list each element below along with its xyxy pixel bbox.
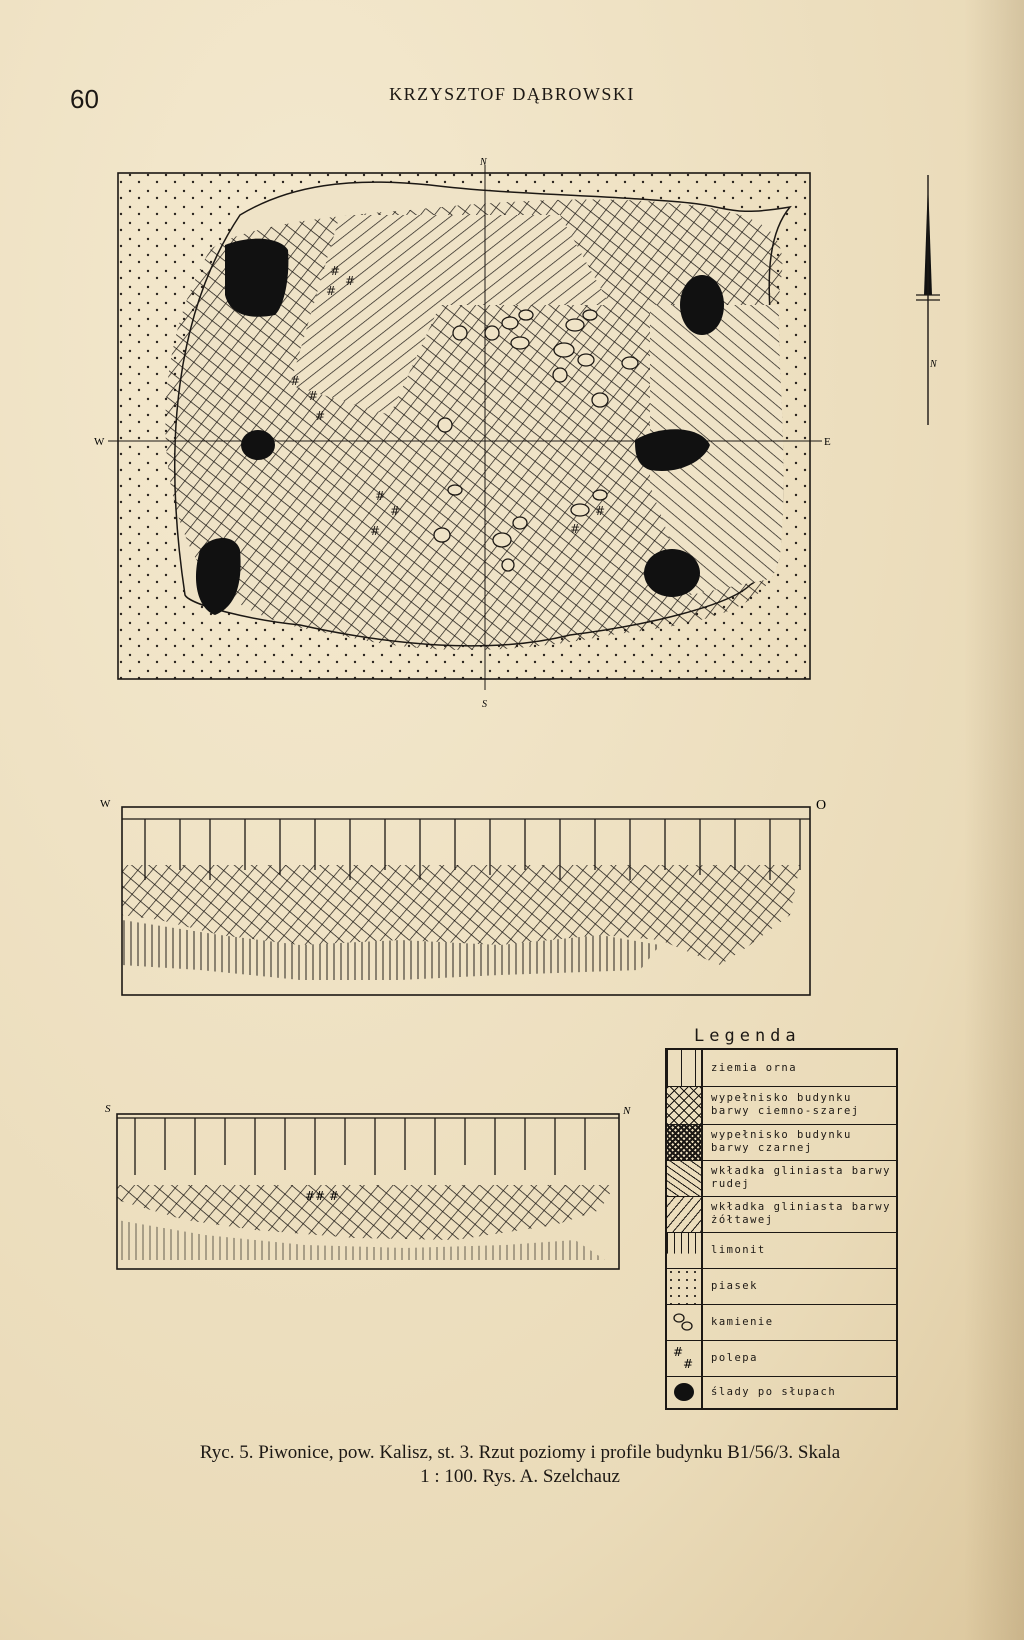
svg-text:#: # <box>370 524 381 538</box>
legend-swatch-hatch-down <box>667 1160 703 1196</box>
stones-icon <box>667 1304 703 1340</box>
black-blob-icon <box>667 1376 703 1408</box>
plan-figure <box>90 155 950 735</box>
svg-text:#: # <box>290 374 301 388</box>
svg-text:#: # <box>326 284 337 298</box>
legend-title: Legenda <box>694 1026 801 1046</box>
legend-label: kamienie <box>711 1315 774 1328</box>
page-number: 60 <box>70 84 99 114</box>
legend-item <box>667 1232 896 1269</box>
legend-item <box>667 1086 896 1125</box>
profile-we-left-label: W <box>100 798 111 810</box>
svg-text:#: # <box>330 264 341 278</box>
legend-label: piasek <box>711 1279 758 1292</box>
legend-label: wypełnisko budynku barwy czarnej <box>711 1129 852 1154</box>
svg-text:#: # <box>390 504 401 518</box>
legend-swatch-dots <box>667 1268 703 1304</box>
plan-south-label: S <box>482 699 487 710</box>
legend-item <box>667 1050 896 1087</box>
svg-text:#: # <box>375 489 386 503</box>
legend-swatch-crosshatch <box>667 1086 703 1124</box>
legend-item <box>667 1304 896 1341</box>
legend-item <box>667 1268 896 1305</box>
legend-item <box>667 1160 896 1197</box>
legend-swatch-ruled <box>667 1050 703 1086</box>
legend-label: limonit <box>711 1243 766 1256</box>
plan-east-label: E <box>824 436 831 448</box>
legend-swatch-dense-crosshatch <box>667 1124 703 1160</box>
legend-item <box>667 1376 896 1408</box>
svg-text:#: # <box>595 504 606 518</box>
north-arrow-icon <box>916 175 940 425</box>
svg-text:#: # <box>683 1357 694 1371</box>
legend-item <box>667 1340 896 1377</box>
svg-text:#: # <box>570 522 581 536</box>
legend-label: polepa <box>711 1351 758 1364</box>
legend-label: ziemia orna <box>711 1061 798 1074</box>
legend-swatch-hatch-up <box>667 1196 703 1232</box>
profile-sn-polepa-marks: ## # <box>305 1189 339 1203</box>
legend <box>665 1048 898 1410</box>
svg-text:#: # <box>308 389 319 403</box>
profile-w-o <box>100 795 830 1005</box>
legend-label: wypełnisko budynku barwy ciemno-szarej <box>711 1092 860 1117</box>
caption-line-2: 1 : 100. Rys. A. Szelchauz <box>420 1466 620 1487</box>
svg-text:#: # <box>673 1345 684 1359</box>
hash-icon <box>667 1340 703 1376</box>
legend-item <box>667 1124 896 1161</box>
figure-caption <box>110 1441 930 1489</box>
north-arrow-label: N <box>930 359 937 370</box>
svg-text:#: # <box>315 409 326 423</box>
legend-item <box>667 1196 896 1233</box>
profile-we-right-label: O <box>816 798 827 813</box>
legend-label: ślady po słupach <box>711 1385 837 1398</box>
svg-text:#: # <box>345 274 356 288</box>
legend-label: wkładka gliniasta barwy rudej <box>711 1165 891 1190</box>
binding-shadow <box>964 0 1024 1640</box>
running-head: KRZYSZTOF DĄBROWSKI <box>389 84 635 104</box>
caption-line-1: Ryc. 5. Piwonice, pow. Kalisz, st. 3. Rzut poziomy i profile budynku B1/56/3. Skala <box>199 1442 841 1463</box>
profile-s-n <box>105 1100 645 1270</box>
plan-west-label: W <box>94 436 105 448</box>
profile-sn-right-label: N <box>623 1105 631 1117</box>
profile-sn-left-label: S <box>105 1103 111 1115</box>
legend-swatch-vertical-lines <box>667 1232 703 1268</box>
plan-north-label: N <box>480 157 487 168</box>
legend-label: wkładka gliniasta barwy żółtawej <box>711 1201 891 1226</box>
